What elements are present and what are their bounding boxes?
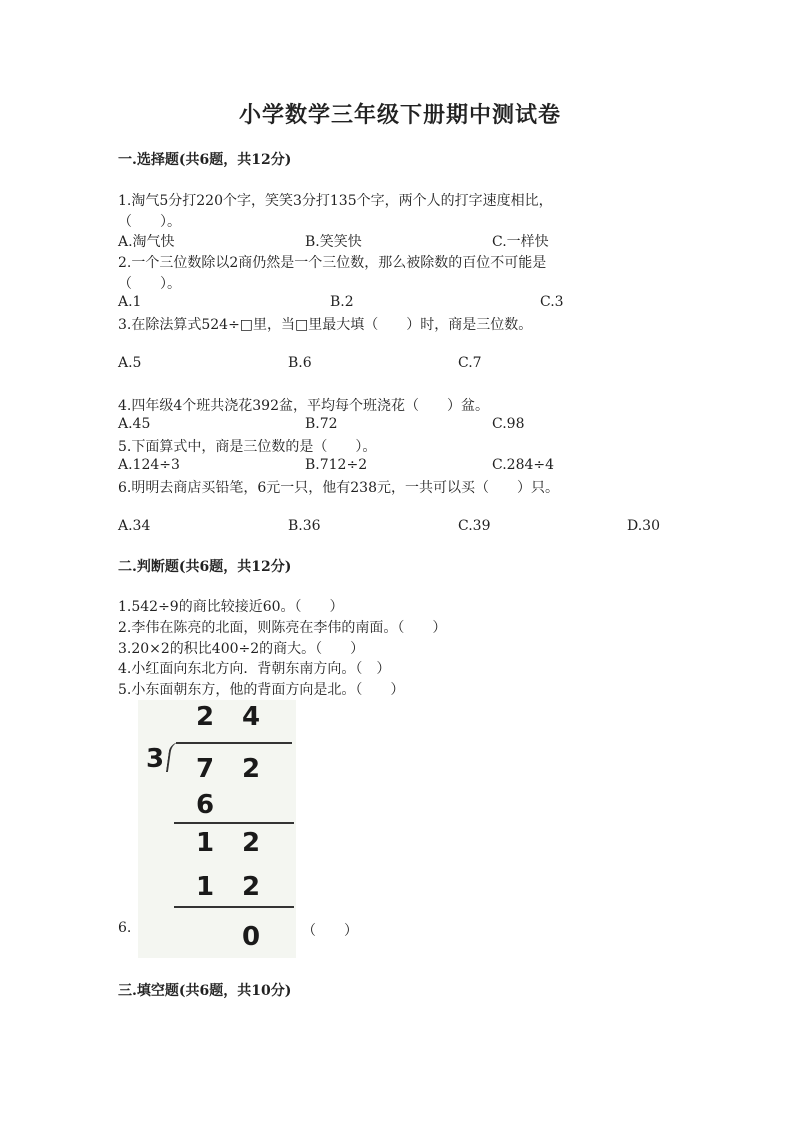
judge-item-1: 1.542÷9的商比较接近60。（ ）: [118, 599, 344, 615]
question-4-option-c: C.98: [492, 416, 525, 432]
question-5-option-c: C.284÷4: [492, 457, 555, 473]
question-6-option-b: B.36: [288, 518, 321, 534]
question-1-option-a: A.淘气快: [118, 234, 175, 250]
question-2-option-c: C.3: [540, 294, 564, 310]
question-3-option-b: B.6: [288, 355, 312, 371]
question-3-option-a: A.5: [118, 355, 142, 371]
section-heading-choice: 一.选择题(共6题，共12分): [118, 152, 292, 168]
judge-item-2: 2.李伟在陈亮的北面，则陈亮在李伟的南面。（ ）: [118, 620, 447, 636]
subtraction-line-2: [174, 906, 294, 908]
judge-item-5: 5.小东面朝东方，他的背面方向是北。（ ）: [118, 682, 405, 698]
dividend-digit-2: 2: [242, 754, 261, 784]
question-1-option-c: C.一样快: [492, 234, 549, 250]
judge-item-3: 3.20×2的积比400÷2的商大。（ ）: [118, 641, 365, 657]
question-1-text: 1.淘气5分打220个字，笑笑3分打135个字，两个人的打字速度相比，: [118, 193, 553, 209]
subtraction-line-1: [174, 822, 294, 824]
section-heading-judge: 二.判断题(共6题，共12分): [118, 559, 292, 575]
remainder1-digit-2: 2: [242, 828, 261, 858]
question-6-option-d: D.30: [627, 518, 660, 534]
quotient-digit-2: 4: [242, 702, 261, 732]
question-2-text: 2.一个三位数除以2商仍然是一个三位数，那么被除数的百位不可能是: [118, 255, 547, 271]
page-title: 小学数学三年级下册期中测试卷: [238, 102, 561, 128]
question-5-option-a: A.124÷3: [118, 457, 180, 473]
question-2-option-b: B.2: [330, 294, 354, 310]
divisor-digit: 3: [146, 744, 165, 774]
question-6-option-a: A.34: [118, 518, 151, 534]
judge-item-6-paren: （ ）: [302, 923, 358, 939]
long-division-image: [138, 700, 296, 958]
division-bracket: [166, 742, 182, 772]
question-6-text: 6.明明去商店买铅笔，6元一只，他有238元，一共可以买（ ）只。: [118, 480, 559, 496]
step2-digit-1: 1: [196, 872, 215, 902]
question-4-text: 4.四年级4个班共浇花392盆，平均每个班浇花（ ）盆。: [118, 398, 489, 414]
step2-digit-2: 2: [242, 872, 261, 902]
question-4-option-b: B.72: [305, 416, 338, 432]
question-1-paren: （ ）。: [118, 214, 181, 230]
section-heading-fill: 三.填空题(共6题，共10分): [118, 983, 292, 999]
question-3-option-c: C.7: [458, 355, 482, 371]
question-5-text: 5.下面算式中，商是三位数的是（ ）。: [118, 439, 377, 455]
dividend-digit-1: 7: [196, 754, 215, 784]
question-1-option-b: B.笑笑快: [305, 234, 362, 250]
judge-item-4: 4.小红面向东北方向．背朝东南方向。（ ）: [118, 661, 391, 677]
division-bar: [176, 742, 292, 744]
question-2-option-a: A.1: [118, 294, 142, 310]
result-digit: 0: [242, 922, 261, 952]
quotient-digit-1: 2: [196, 702, 215, 732]
remainder1-digit-1: 1: [196, 828, 215, 858]
question-5-option-b: B.712÷2: [305, 457, 368, 473]
question-6-option-c: C.39: [458, 518, 491, 534]
question-2-paren: （ ）。: [118, 276, 181, 292]
question-3-text: 3.在除法算式524÷□里，当□里最大填（ ）时，商是三位数。: [118, 317, 533, 333]
question-4-option-a: A.45: [118, 416, 151, 432]
step1-digit: 6: [196, 790, 215, 820]
judge-item-6-number: 6.: [118, 920, 132, 936]
